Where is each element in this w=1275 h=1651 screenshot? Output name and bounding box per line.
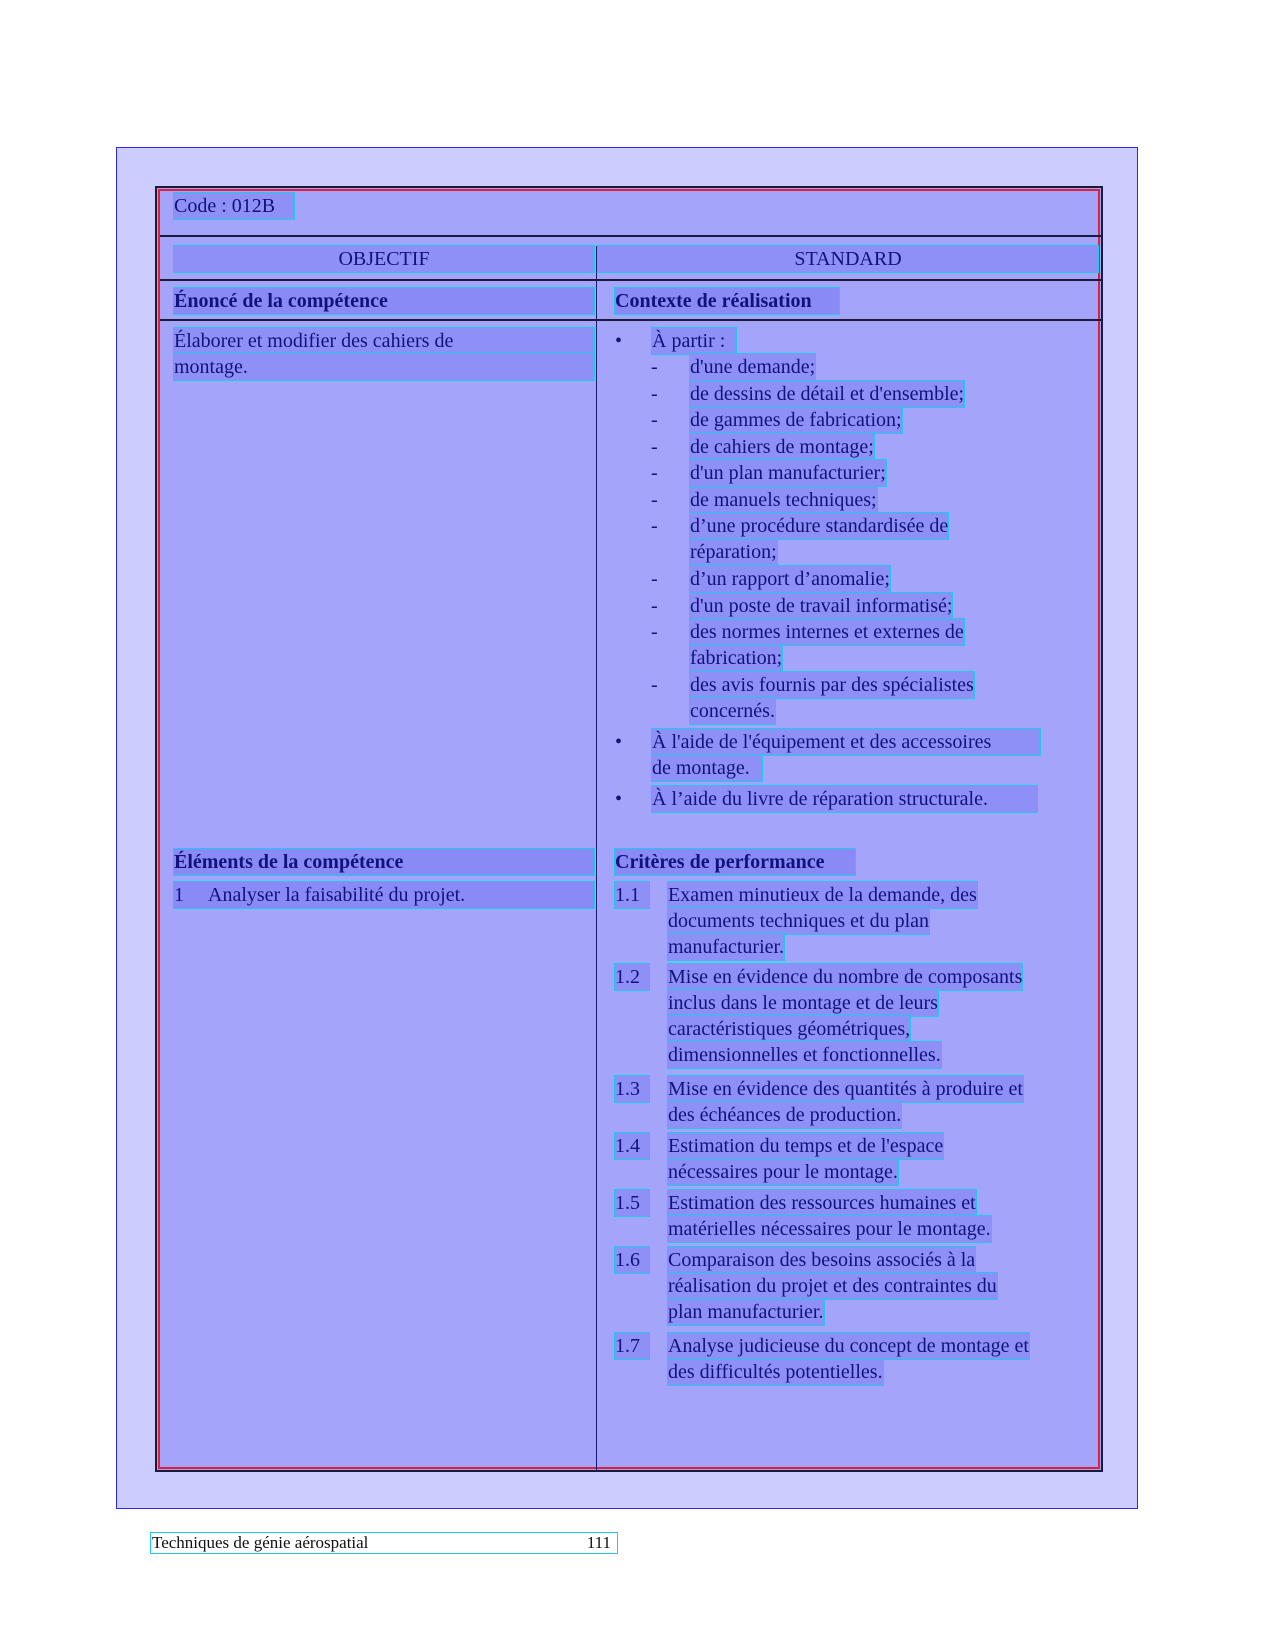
divider-headers xyxy=(160,279,1101,281)
criterion-line: nécessaires pour le montage. xyxy=(668,1161,898,1183)
dash-marker: - xyxy=(651,515,658,537)
criterion-line: Estimation des ressources humaines et xyxy=(668,1192,976,1214)
dash-marker: - xyxy=(651,435,658,458)
criterion-line: Mise en évidence du nombre de composants xyxy=(668,966,1023,988)
dash-marker: - xyxy=(651,594,658,617)
bullet-marker: • xyxy=(615,330,623,352)
criterion-number: 1.3 xyxy=(615,1076,649,1102)
bullet-marker: • xyxy=(615,731,623,753)
dash-marker: - xyxy=(651,356,658,378)
header-standard: STANDARD xyxy=(598,246,1098,272)
contexte-item-line: de manuels techniques; xyxy=(690,488,877,511)
dash-marker: - xyxy=(651,621,658,643)
bullet-equipement-line-1: À l'aide de l'équipement et des accessoires xyxy=(652,729,1040,755)
criterion-number: 1.1 xyxy=(615,882,649,908)
criterion-number: 1.5 xyxy=(615,1190,649,1216)
contexte-item-line: concernés. xyxy=(690,700,775,722)
criterion-line: plan manufacturier. xyxy=(668,1301,824,1323)
contexte-item-line: d'un poste de travail informatisé; xyxy=(690,594,953,617)
contexte-item-line: des avis fournis par des spécialistes xyxy=(690,674,974,696)
contexte-item-line: réparation; xyxy=(690,541,777,563)
bullet-marker: • xyxy=(615,788,623,810)
dash-marker: - xyxy=(651,462,658,484)
enonce-title: Énoncé de la compétence xyxy=(174,288,594,314)
criterion-line: Examen minutieux de la demande, des xyxy=(668,884,977,906)
page-footer xyxy=(151,1533,617,1553)
criterion-line: Estimation du temps et de l'espace xyxy=(668,1135,944,1157)
criterion-line: Comparaison des besoins associés à la xyxy=(668,1249,976,1271)
dash-marker: - xyxy=(651,488,658,511)
contexte-item-line: fabrication; xyxy=(690,647,783,669)
elements-title: Éléments de la compétence xyxy=(174,849,594,875)
criterion-number: 1.2 xyxy=(615,964,649,990)
contexte-item-line: d'un plan manufacturier; xyxy=(690,462,886,484)
criterion-line: Mise en évidence des quantités à produire et xyxy=(668,1078,1023,1100)
dash-marker: - xyxy=(651,674,658,696)
contexte-item-line: d’une procédure standardisée de xyxy=(690,515,949,537)
dash-marker: - xyxy=(651,409,658,431)
criterion-number: 1.6 xyxy=(615,1247,649,1273)
element-1 xyxy=(174,882,594,908)
column-divider xyxy=(596,246,597,1472)
enonce-line-1: Élaborer et modifier des cahiers de xyxy=(174,328,594,354)
criterion-line: réalisation du projet et des contraintes du xyxy=(668,1275,997,1297)
criterion-line: des difficultés potentielles. xyxy=(668,1361,883,1383)
element-text: Analyser la faisabilité du projet. xyxy=(208,884,466,906)
dash-marker: - xyxy=(651,568,658,590)
page-number: 111 xyxy=(586,1533,611,1552)
header-objectif: OBJECTIF xyxy=(174,246,594,272)
dash-marker: - xyxy=(651,382,658,405)
contexte-item-line: de dessins de détail et d'ensemble; xyxy=(690,382,965,405)
criterion-line: dimensionnelles et fonctionnelles. xyxy=(668,1044,941,1066)
contexte-item-line: de gammes de fabrication; xyxy=(690,409,902,431)
criterion-line: Analyse judicieuse du concept de montage et xyxy=(668,1335,1029,1357)
criterion-line: matérielles nécessaires pour le montage. xyxy=(668,1218,991,1240)
contexte-title: Contexte de réalisation xyxy=(615,288,839,314)
criteres-title: Critères de performance xyxy=(615,849,855,875)
criterion-line: des échéances de production. xyxy=(668,1104,902,1126)
a-partir-label: À partir : xyxy=(652,328,736,354)
footer-title: Techniques de génie aérospatial xyxy=(152,1533,369,1552)
contexte-item-line: de cahiers de montage; xyxy=(690,435,874,458)
element-number: 1 xyxy=(174,884,184,906)
criterion-number: 1.7 xyxy=(615,1333,649,1359)
contexte-item-line: d’un rapport d’anomalie; xyxy=(690,568,890,590)
divider-code xyxy=(160,235,1101,237)
bullet-equipement-line-2: de montage. xyxy=(652,755,762,781)
contexte-item-line: d'une demande; xyxy=(690,356,816,378)
criterion-line: inclus dans le montage et de leurs xyxy=(668,992,938,1014)
code-label: Code : 012B xyxy=(174,193,294,219)
bullet-livre: À l’aide du livre de réparation structurale. xyxy=(652,786,1037,812)
contexte-item-line: des normes internes et externes de xyxy=(690,621,964,643)
divider-section-titles xyxy=(160,319,1101,321)
criterion-line: caractéristiques géométriques, xyxy=(668,1018,911,1040)
criterion-line: manufacturier. xyxy=(668,936,785,958)
enonce-line-2: montage. xyxy=(174,354,594,380)
criterion-line: documents techniques et du plan xyxy=(668,910,930,932)
criterion-number: 1.4 xyxy=(615,1133,649,1159)
